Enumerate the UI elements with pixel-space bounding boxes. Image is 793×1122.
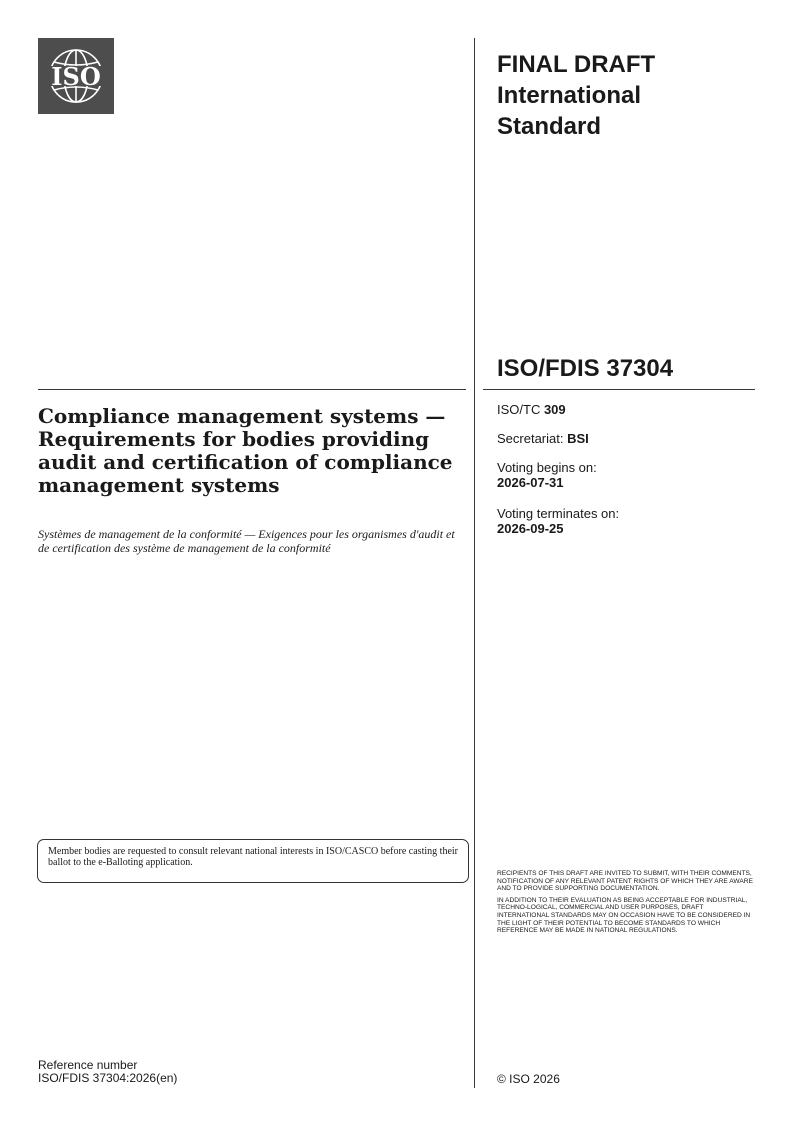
disclaimer-paragraph-1: RECIPIENTS OF THIS DRAFT ARE INVITED TO SUBMIT, WITH THEIR COMMENTS, NOTIFICATION OF ANY RELEVANT PATENT RIGHTS OF WHICH THEY ARE AWARE AND TO PROVIDE SUPPORTING DOCUMENTATION. xyxy=(497,870,753,893)
voting-begins-label: Voting begins on: xyxy=(497,460,597,475)
voting-terminates xyxy=(497,506,619,536)
tc-value: 309 xyxy=(543,402,566,417)
tc-label: ISO/TC xyxy=(497,402,544,417)
english-title: Compliance management systems — Requirements for bodies providing audit and certification of compliance management systems xyxy=(38,404,453,497)
vertical-divider xyxy=(474,38,475,1088)
document-type xyxy=(497,49,757,142)
globe-icon xyxy=(38,38,114,114)
doc-type-line-1: FINAL DRAFT xyxy=(497,51,656,78)
reference-number xyxy=(38,1059,177,1085)
reference-value: ISO/FDIS 37304:2026(en) xyxy=(38,1071,178,1085)
doc-type-line-3: Standard xyxy=(497,113,602,140)
technical-committee xyxy=(497,402,566,417)
french-title: Systèmes de management de la conformité — Exigences pour les organismes d'audit et de certification des système de management de la conformité xyxy=(38,527,455,555)
disclaimer-paragraph-2: IN ADDITION TO THEIR EVALUATION AS BEING ACCEPTABLE FOR INDUSTRIAL, TECHNO-LOGICAL, COMMERCIAL AND USER PURPOSES, DRAFT INTERNATIONAL STANDARDS MAY ON OCCASION HAVE TO BE CONSIDERED IN THE LIGHT OF THEIR POTENTIAL TO BECOME STANDARDS TO WHICH REFERENCE MAY BE MADE IN NATIONAL REGULATIONS. xyxy=(497,896,751,935)
voting-begins xyxy=(497,460,597,490)
draft-disclaimer xyxy=(497,870,757,939)
right-horizontal-divider xyxy=(483,389,755,390)
standard-number: ISO/FDIS 37304 xyxy=(497,355,674,382)
secretariat-label: Secretariat: xyxy=(497,431,568,446)
doc-type-line-2: International xyxy=(497,82,642,109)
voting-begins-value: 2026-07-31 xyxy=(497,475,564,490)
iso-logo xyxy=(38,38,114,114)
copyright: © ISO 2026 xyxy=(497,1072,560,1086)
voting-terminates-value: 2026-09-25 xyxy=(497,521,564,536)
reference-label: Reference number xyxy=(38,1058,138,1072)
secretariat xyxy=(497,431,589,446)
logo-text: ISO xyxy=(51,62,101,91)
member-notice-box: Member bodies are requested to consult relevant national interests in ISO/CASCO before casting their ballot to the e-Balloting application. xyxy=(37,839,469,883)
secretariat-value: BSI xyxy=(567,431,589,446)
left-horizontal-divider xyxy=(38,389,466,390)
voting-terminates-label: Voting terminates on: xyxy=(497,506,620,521)
